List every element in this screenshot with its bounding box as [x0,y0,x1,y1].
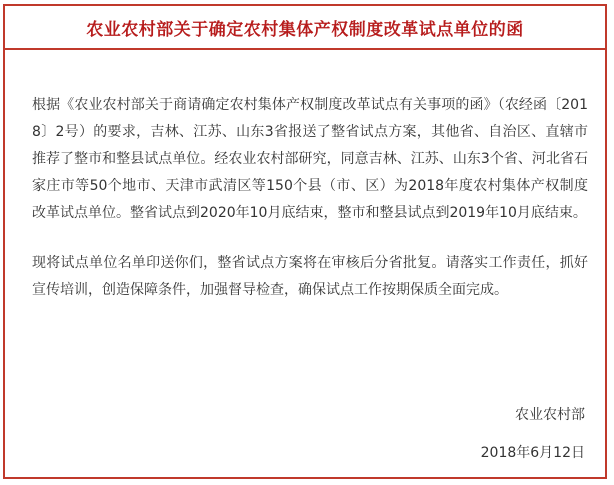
document-frame [3,4,607,479]
signature-organization: 农业农村部 [515,407,585,423]
paragraph-1: 根据《农业农村部关于商请确定农村集体产权制度改革试点有关事项的函》（农经函〔2018〕2号）的要求，吉林、江苏、山东3省报送了整省试点方案，其他省、自治区、直辖市推荐了整市和整县试点单位。经农业农村部研究，同意吉林、江苏、山东3个省、河北省石家庄市等50个地市、天津市武清区等150个县（市、区）为2018年度农村集体产权制度改革试点单位。整省试点到2020年10月底结束，整市和整县试点到2019年10月底结束。 [32,97,588,221]
signature-date: 2018年6月12日 [480,445,585,461]
document-title: 农业农村部关于确定农村集体产权制度改革试点单位的函 [86,19,524,40]
document-body [32,92,588,304]
title-bar [5,6,605,50]
paragraph-2: 现将试点单位名单印送你们，整省试点方案将在审核后分省批复。请落实工作责任，抓好宣传培训，创造保障条件，加强督导检查，确保试点工作按期保质全面完成。 [32,255,588,298]
